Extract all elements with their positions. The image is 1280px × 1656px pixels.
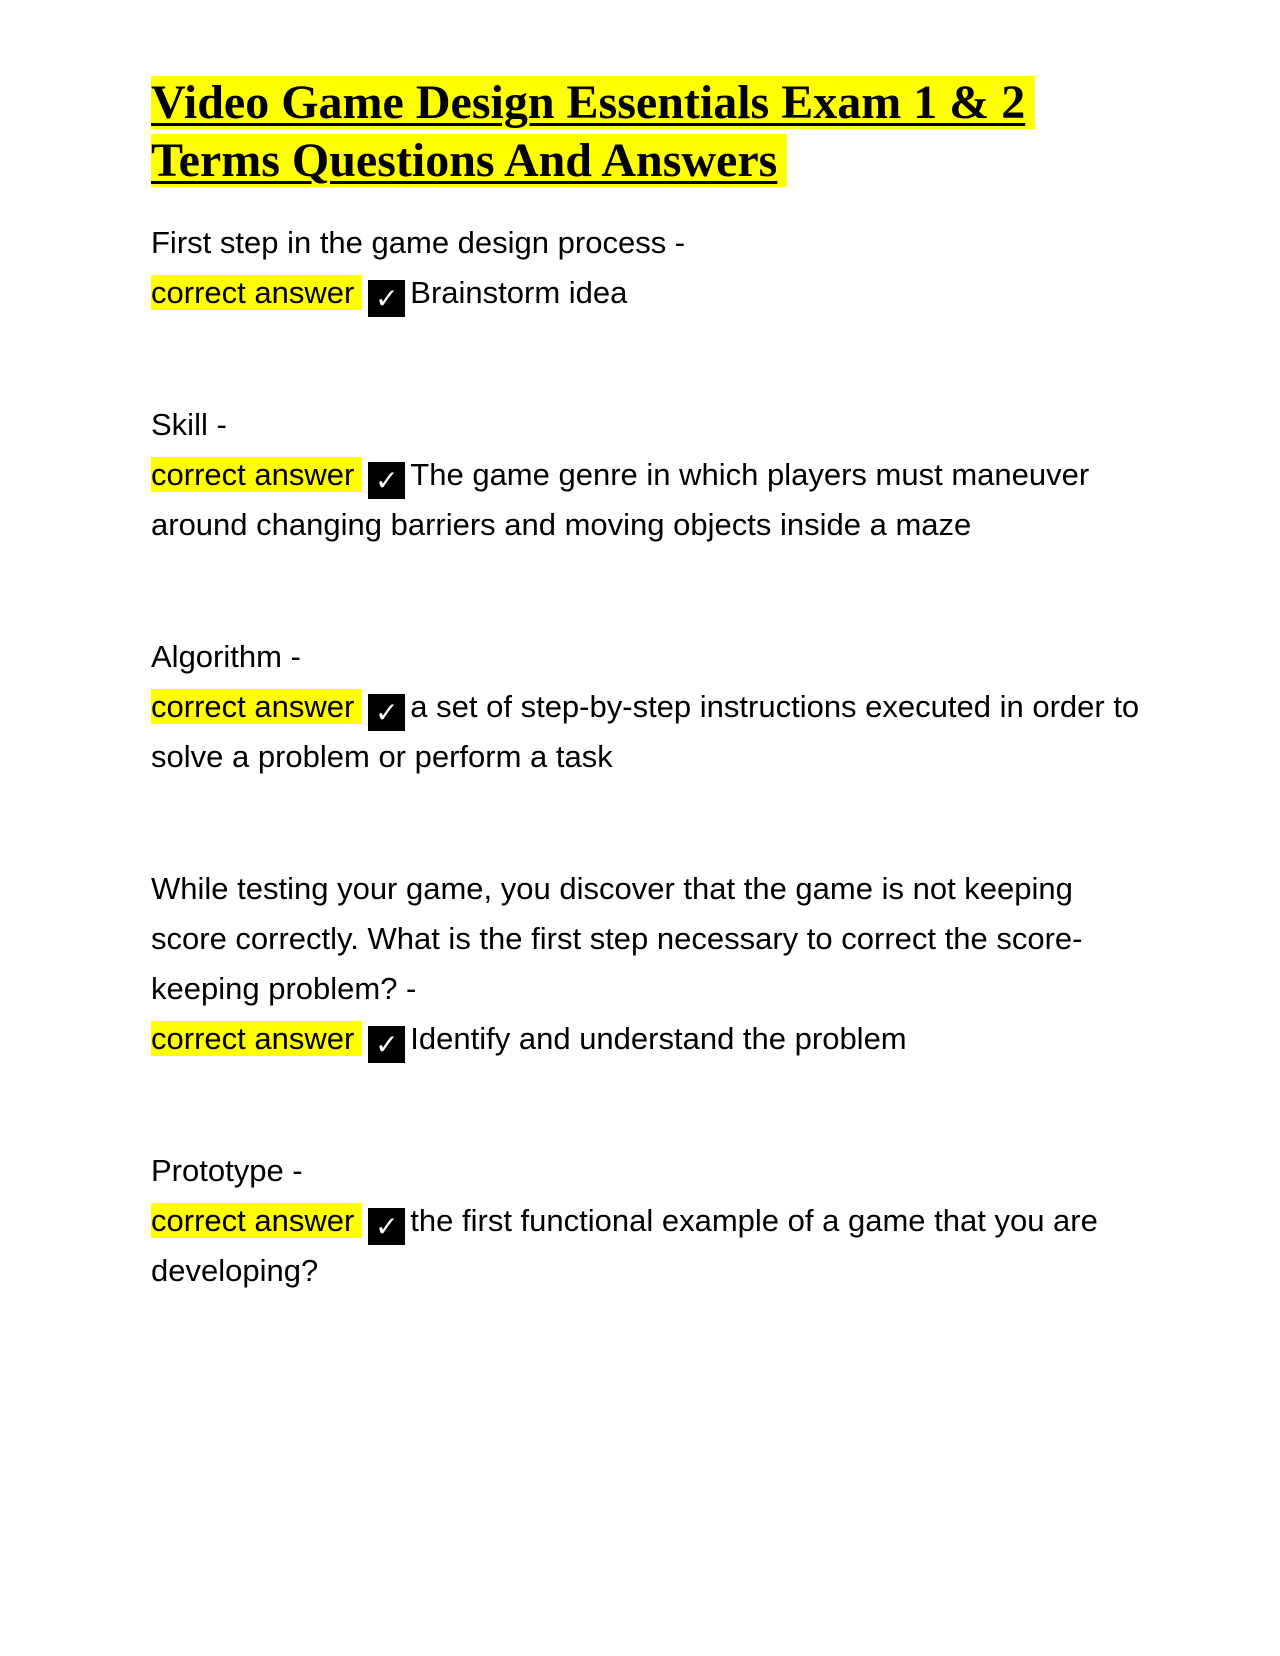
question-text: While testing your game, you discover that the game is not keeping score correctly. What is the first step necessary to correct the score-keeping problem? - bbox=[151, 871, 1083, 1006]
answer-line bbox=[151, 682, 1141, 782]
title-line-2: Terms Questions And Answers bbox=[151, 134, 787, 187]
answer-line bbox=[151, 1196, 1141, 1296]
qa-item bbox=[151, 400, 1141, 550]
qa-item bbox=[151, 1146, 1141, 1296]
answer-text: Brainstorm idea bbox=[410, 275, 628, 310]
answer-text: Identify and understand the problem bbox=[410, 1021, 907, 1056]
answer-line bbox=[151, 268, 1141, 318]
qa-list bbox=[151, 218, 1141, 1296]
answer-text: The game genre in which players must maneuver around changing barriers and moving objects inside a maze bbox=[151, 457, 1090, 542]
answer-line bbox=[151, 450, 1141, 550]
question-text: Algorithm - bbox=[151, 639, 301, 674]
question-text: Skill - bbox=[151, 407, 227, 442]
title-line-1: Video Game Design Essentials Exam 1 & 2 bbox=[151, 76, 1035, 129]
correct-answer-marker: correct answer bbox=[151, 275, 362, 310]
qa-item bbox=[151, 864, 1141, 1064]
correct-answer-marker: correct answer bbox=[151, 1203, 362, 1238]
correct-answer-marker: correct answer bbox=[151, 457, 362, 492]
answer-text: the first functional example of a game that you are developing? bbox=[151, 1203, 1098, 1288]
answer-line bbox=[151, 1014, 1141, 1064]
answer-text: a set of step-by-step instructions executed in order to solve a problem or perform a task bbox=[151, 689, 1140, 774]
question-text: Prototype - bbox=[151, 1153, 303, 1188]
checkmark-icon: ✓ bbox=[368, 694, 405, 731]
correct-answer-marker: correct answer bbox=[151, 1021, 362, 1056]
correct-answer-marker: correct answer bbox=[151, 689, 362, 724]
qa-item bbox=[151, 218, 1141, 318]
document-title bbox=[151, 74, 1141, 190]
checkmark-icon: ✓ bbox=[368, 1208, 405, 1245]
checkmark-icon: ✓ bbox=[368, 462, 405, 499]
qa-item bbox=[151, 632, 1141, 782]
checkmark-icon: ✓ bbox=[368, 280, 405, 317]
question-text: First step in the game design process - bbox=[151, 225, 686, 260]
checkmark-icon: ✓ bbox=[368, 1026, 405, 1063]
document-page bbox=[151, 74, 1141, 1378]
